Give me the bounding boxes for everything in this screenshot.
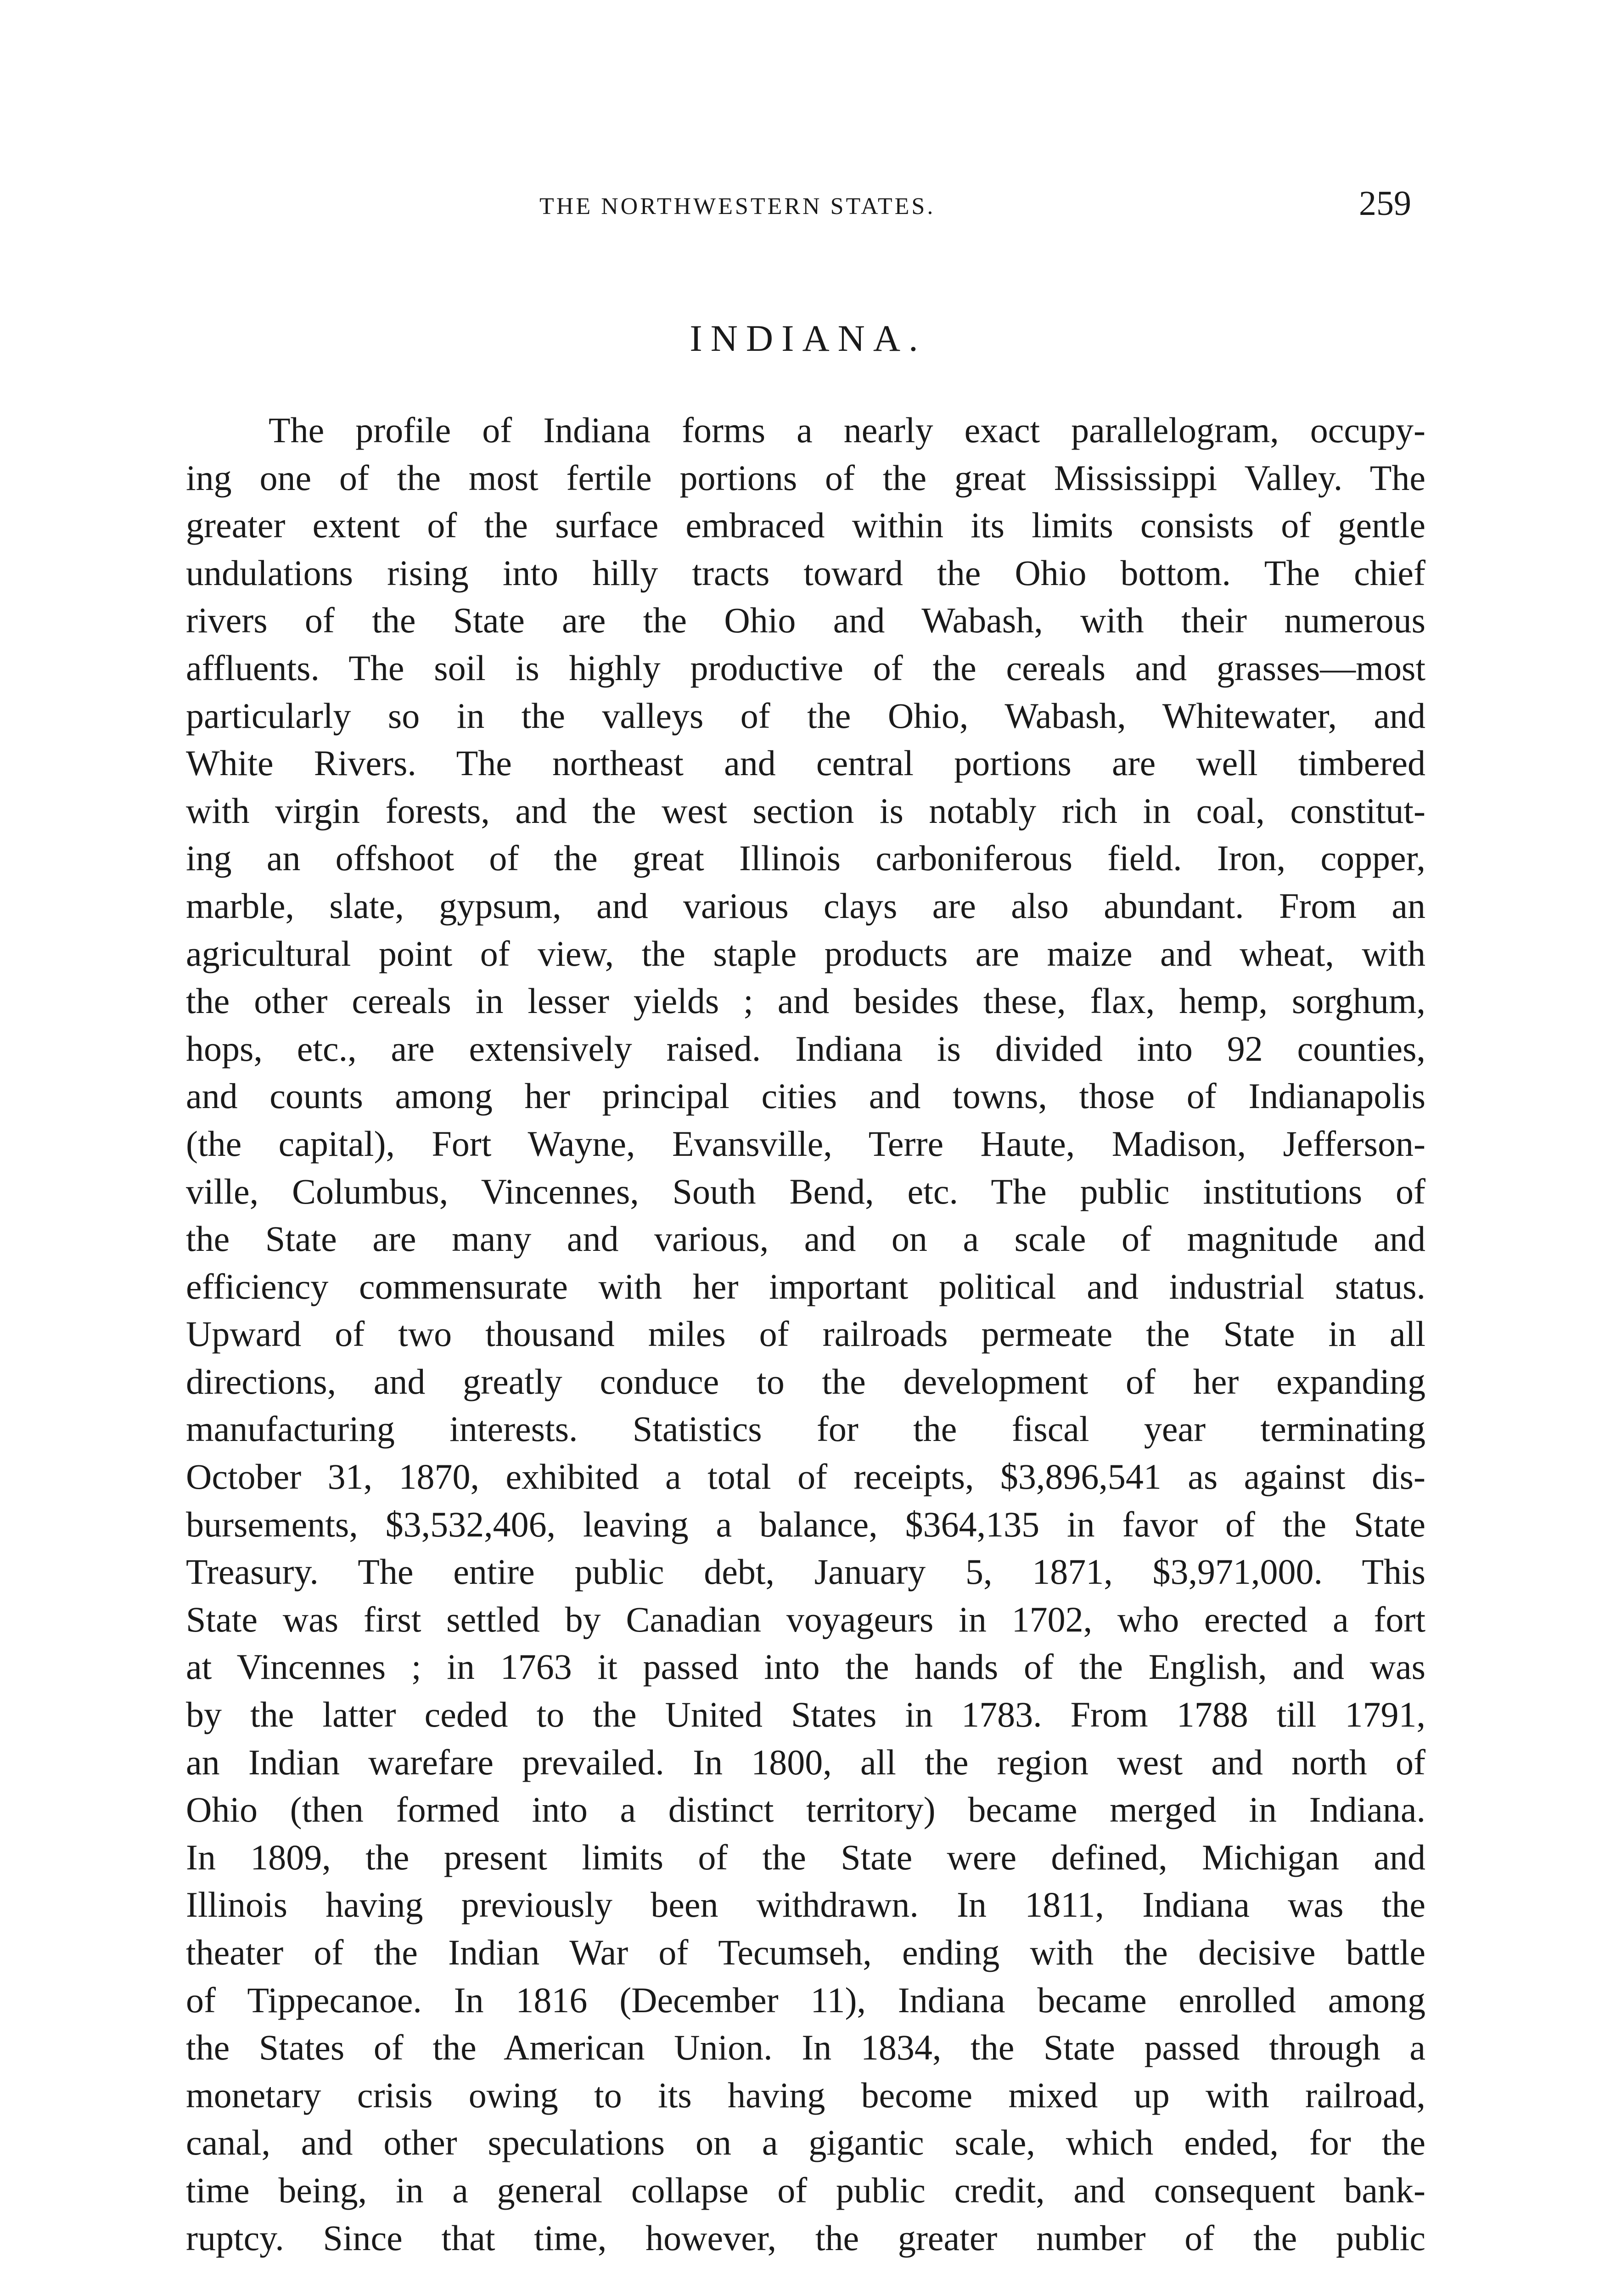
text-line: the States of the American Union. In 1834, the State passed through a: [186, 2027, 1425, 2068]
running-head: THE NORTHWESTERN STATES.: [539, 193, 936, 219]
text-line: ville, Columbus, Vincennes, South Bend, etc. The public institutions of: [186, 1171, 1425, 1211]
text-line: and counts among her principal cities and towns, those of Indianapolis: [186, 1076, 1425, 1116]
page-number: 259: [1359, 184, 1411, 223]
text-line: Treasury. The entire public debt, January 5, 1871, $3,971,000. This: [186, 1552, 1425, 1592]
body-paragraph: [186, 406, 1425, 2262]
text-line: Upward of two thousand miles of railroads permeate the State in all: [186, 1314, 1425, 1354]
text-line: manufacturing interests. Statistics for the fiscal year terminating: [186, 1409, 1425, 1449]
text-line: efficiency commensurate with her important political and industrial status.: [186, 1266, 1425, 1306]
text-line: theater of the Indian War of Tecumseh, ending with the decisive battle: [186, 1932, 1425, 1972]
text-line: greater extent of the surface embraced within its limits consists of gentle: [186, 505, 1425, 546]
text-line: undulations rising into hilly tracts toward the Ohio bottom. The chief: [186, 552, 1425, 593]
text-line: bursements, $3,532,406, leaving a balance, $364,135 in favor of the State: [186, 1504, 1425, 1544]
text-line: ruptcy. Since that time, however, the greater number of the public: [186, 2217, 1425, 2258]
text-line: at Vincennes ; in 1763 it passed into the hands of the English, and was: [186, 1647, 1425, 1687]
text-line: of Tippecanoe. In 1816 (December 11), Indiana became enrolled among: [186, 1980, 1425, 2020]
text-line: affluents. The soil is highly productive of the cereals and grasses—most: [186, 647, 1425, 688]
text-line: marble, slate, gypsum, and various clays are also abundant. From an: [186, 885, 1425, 926]
text-line: with virgin forests, and the west section is notably rich in coal, constitut-: [186, 790, 1425, 831]
text-line: particularly so in the valleys of the Ohio, Wabash, Whitewater, and: [186, 695, 1425, 736]
text-line: rivers of the State are the Ohio and Wabash, with their numerous: [186, 600, 1425, 641]
text-line: In 1809, the present limits of the State were defined, Michigan and: [186, 1837, 1425, 1877]
text-line: directions, and greatly conduce to the development of her expanding: [186, 1361, 1425, 1401]
text-line: State was first settled by Canadian voyageurs in 1702, who erected a fort: [186, 1599, 1425, 1639]
text-line: White Rivers. The northeast and central portions are well timbered: [186, 743, 1425, 783]
text-line: the other cereals in lesser yields ; and besides these, flax, hemp, sorghum,: [186, 981, 1425, 1021]
text-line: Ohio (then formed into a distinct territory) became merged in Indiana.: [186, 1790, 1425, 1830]
text-line: canal, and other speculations on a gigantic scale, which ended, for the: [186, 2122, 1425, 2163]
text-line: the State are many and various, and on a scale of magnitude and: [186, 1219, 1425, 1259]
text-line: The profile of Indiana forms a nearly exact parallelogram, occupy-: [269, 410, 1425, 450]
section-title: INDIANA.: [690, 317, 926, 359]
text-line: an Indian warefare prevailed. In 1800, all the region west and north of: [186, 1742, 1425, 1782]
text-line: (the capital), Fort Wayne, Evansville, Terre Haute, Madison, Jefferson-: [186, 1123, 1425, 1164]
text-line: ing one of the most fertile portions of the great Mississippi Valley. The: [186, 457, 1425, 498]
text-line: agricultural point of view, the staple products are maize and wheat, with: [186, 933, 1425, 974]
text-line: ing an offshoot of the great Illinois carboniferous field. Iron, copper,: [186, 838, 1425, 878]
text-line: time being, in a general collapse of public credit, and consequent bank-: [186, 2170, 1425, 2210]
text-line: by the latter ceded to the United States in 1783. From 1788 till 1791,: [186, 1694, 1425, 1735]
text-line: hops, etc., are extensively raised. Indiana is divided into 92 counties,: [186, 1028, 1425, 1069]
text-line: Illinois having previously been withdrawn. In 1811, Indiana was the: [186, 1885, 1425, 1925]
text-line: October 31, 1870, exhibited a total of receipts, $3,896,541 as against dis-: [186, 1457, 1425, 1497]
text-line: monetary crisis owing to its having become mixed up with railroad,: [186, 2075, 1425, 2115]
